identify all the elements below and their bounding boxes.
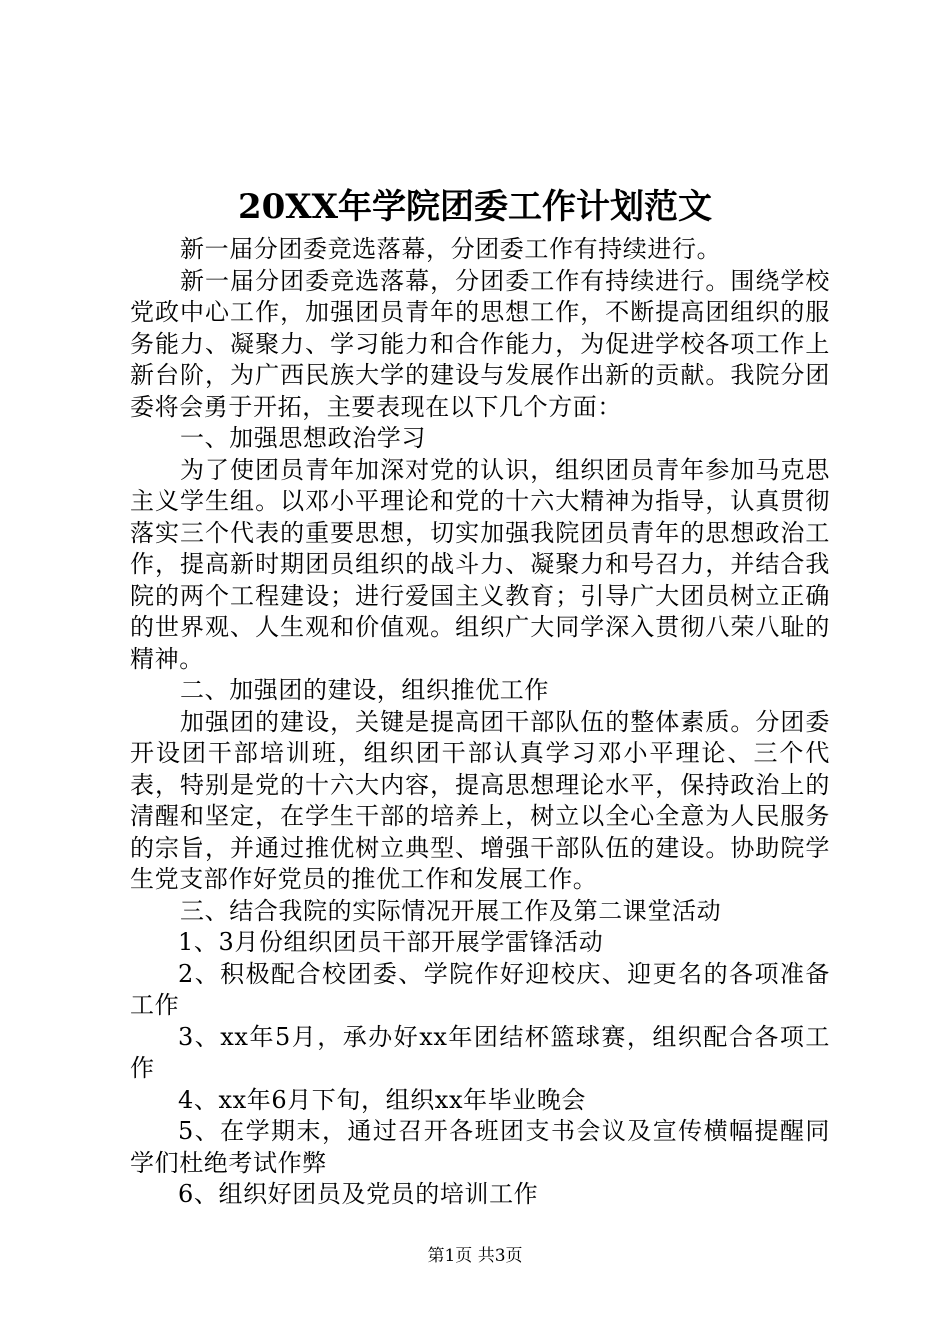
list-item-2: 2、积极配合校团委、学院作好迎校庆、迎更名的各项准备工作: [130, 959, 830, 1019]
list-item-1: 1、3月份组织团员干部开展学雷锋活动: [178, 928, 604, 956]
document-body: [130, 234, 830, 1211]
paragraph-section-1: 为了使团员青年加深对党的认识，组织团员青年参加马克思主义学生组。以邓小平理论和党的十六大精神为指导，认真贯彻落实三个代表的重要思想，切实加强我院团员青年的思想政治工作，提高新时期团员组织的战斗力、凝聚力和号召力，并结合我院的两个工程建设；进行爱国主义教育；引导广大团员树立正确的世界观、人生观和价值观。组织广大同学深入贯彻八荣八耻的精神。: [130, 455, 830, 673]
paragraph-section-2: 加强团的建设，关键是提高团干部队伍的整体素质。分团委开设团干部培训班，组织团干部认真学习邓小平理论、三个代表，特别是党的十六大内容，提高思想理论水平，保持政治上的清醒和坚定，在学生干部的培养上，树立以全心全意为人民服务的宗旨，并通过推优树立典型、增强干部队伍的建设。协助院学生党支部作好党员的推优工作和发展工作。: [130, 707, 830, 893]
page-number-footer: 第1页 共3页: [427, 1246, 523, 1266]
paragraph-intro-short: 新一届分团委竞选落幕，分团委工作有持续进行。: [180, 235, 722, 263]
section-heading-2: 二、加强团的建设，组织推优工作: [180, 676, 549, 704]
paragraph-intro: 新一届分团委竞选落幕，分团委工作有持续进行。围绕学校党政中心工作，加强团员青年的思想工作，不断提高团组织的服务能力、凝聚力、学习能力和合作能力，为促进学校各项工作上新台阶，为广西民族大学的建设与发展作出新的贡献。我院分团委将会勇于开拓，主要表现在以下几个方面：: [130, 266, 830, 421]
document-title: 20XX年学院团委工作计划范文: [237, 187, 713, 227]
list-item-3: 3、xx年5月，承办好xx年团结杯篮球赛，组织配合各项工作: [130, 1022, 830, 1082]
section-heading-1: 一、加强思想政治学习: [180, 424, 426, 452]
list-item-5: 5、在学期末，通过召开各班团支书会议及宣传横幅提醒同学们杜绝考试作弊: [130, 1117, 830, 1177]
list-item-6: 6、组织好团员及党员的培训工作: [178, 1180, 539, 1208]
list-item-4: 4、xx年6月下旬，组织xx年毕业晚会: [178, 1085, 587, 1114]
section-heading-3: 三、结合我院的实际情况开展工作及第二课堂活动: [180, 896, 722, 925]
